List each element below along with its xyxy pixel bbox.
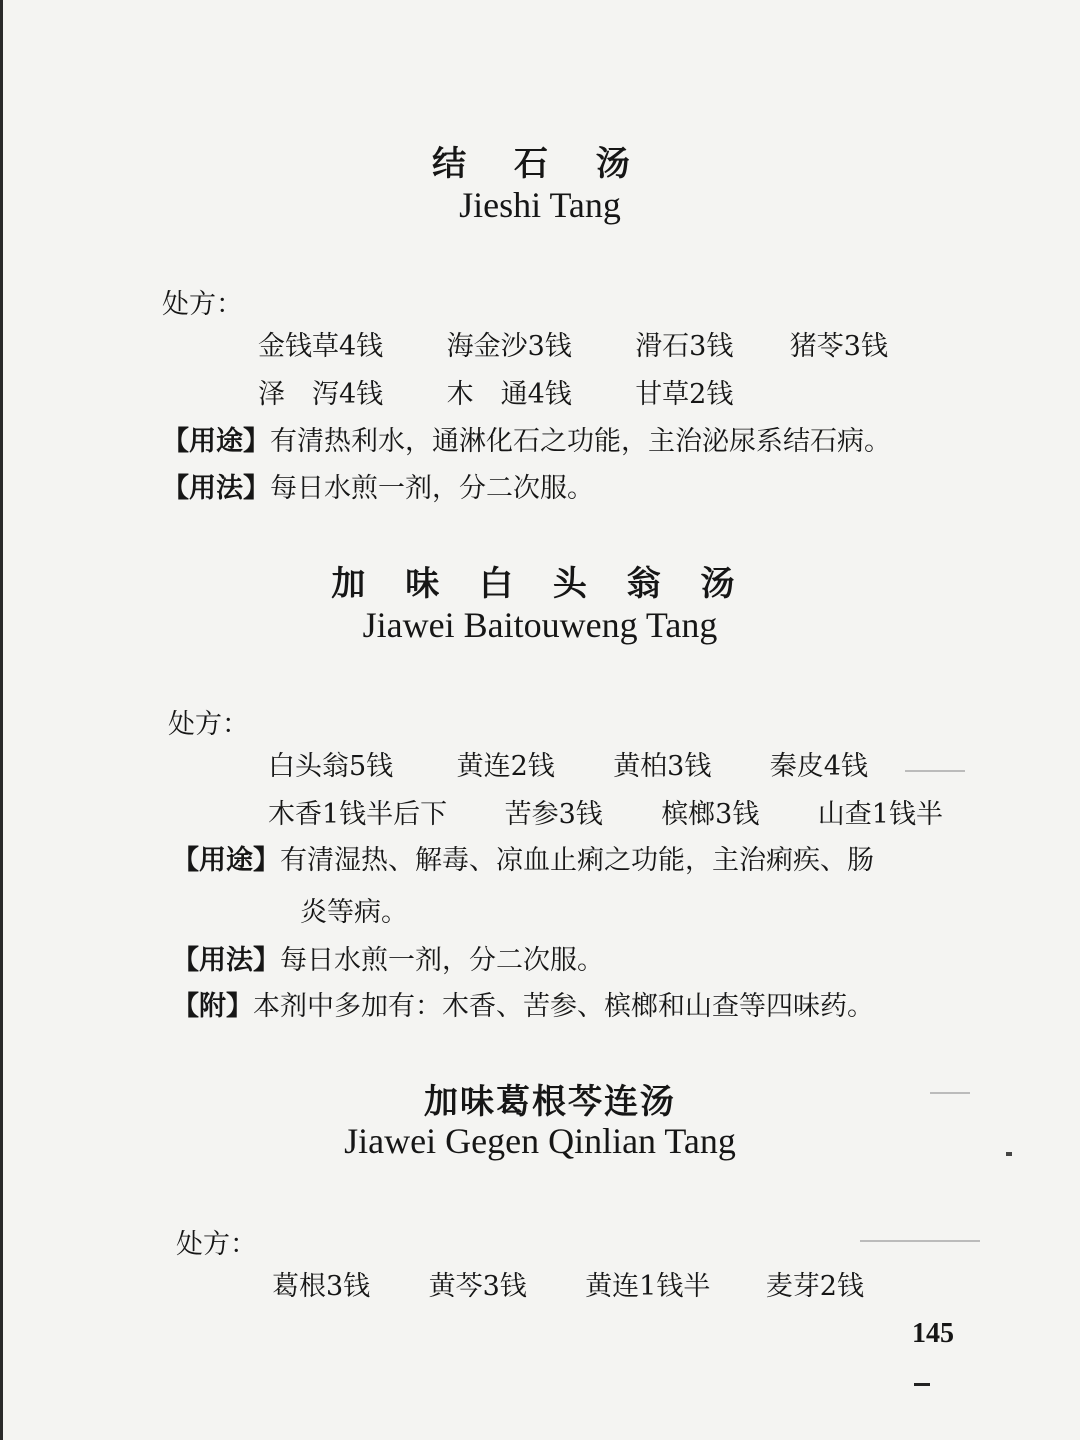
section-2-title-chinese: 加 味 白 头 翁 汤	[331, 564, 749, 604]
section-2-usage	[172, 838, 874, 877]
scan-noise	[905, 770, 965, 772]
method-tag: 【用法】	[172, 945, 280, 976]
section-2-title-pinyin: Jiawei Baitouweng Tang	[362, 605, 718, 645]
section-3-title-chinese: 加味葛根芩连汤	[424, 1082, 676, 1122]
herb-item: 葛根3钱	[272, 1271, 371, 1302]
section-2-herb-row-2	[268, 792, 943, 831]
section-2-note	[172, 984, 874, 1023]
herb-item: 金钱草4钱	[258, 331, 384, 362]
section-1-prescription-label: 处方：	[162, 289, 243, 320]
method-text: 每日水煎一剂，分二次服。	[280, 945, 604, 976]
note-text: 本剂中多加有：木香、苦参、槟榔和山查等四味药。	[253, 991, 874, 1022]
herb-item: 甘草2钱	[635, 379, 734, 410]
section-3-prescription-label: 处方：	[176, 1229, 257, 1260]
page-dash-mark	[914, 1383, 930, 1386]
method-text: 每日水煎一剂，分二次服。	[270, 473, 594, 504]
usage-tag: 【用途】	[172, 845, 280, 876]
herb-item: 木香1钱半后下	[268, 799, 448, 830]
section-1-title-pinyin: Jieshi Tang	[459, 185, 621, 225]
section-1-herb-row-1	[258, 324, 888, 363]
usage-tag: 【用途】	[162, 426, 270, 457]
herb-item: 海金沙3钱	[446, 331, 572, 362]
usage-text: 有清热利水，通淋化石之功能，主治泌尿系结石病。	[270, 426, 891, 457]
section-1-method	[162, 466, 594, 505]
section-1-title-chinese: 结 石 汤	[432, 144, 648, 184]
section-2-method	[172, 938, 604, 977]
scan-noise	[930, 1092, 970, 1094]
method-tag: 【用法】	[162, 473, 270, 504]
usage-text: 有清湿热、解毒、凉血止痢之功能，主治痢疾、肠	[280, 845, 874, 876]
section-1-usage	[162, 419, 891, 458]
herb-item: 槟榔3钱	[661, 799, 760, 830]
herb-item: 滑石3钱	[635, 331, 734, 362]
herb-item: 秦皮4钱	[769, 751, 868, 782]
herb-item: 苦参3钱	[504, 799, 603, 830]
herb-item: 泽 泻4钱	[258, 379, 384, 410]
herb-item: 山查1钱半	[817, 799, 943, 830]
herb-item: 麦芽2钱	[765, 1271, 864, 1302]
section-1-herb-row-2	[258, 372, 733, 411]
section-3-title-pinyin: Jiawei Gegen Qinlian Tang	[344, 1121, 736, 1161]
herb-item: 白头翁5钱	[268, 751, 394, 782]
page-number: 145	[912, 1318, 954, 1349]
scan-noise	[1006, 1152, 1012, 1156]
herb-item: 黄连1钱半	[585, 1271, 711, 1302]
section-2-usage-continued: 炎等病。	[300, 897, 408, 928]
section-2-prescription-label: 处方：	[168, 709, 249, 740]
section-3-herb-row-1	[272, 1264, 864, 1303]
note-tag: 【附】	[172, 991, 253, 1022]
scan-noise	[860, 1240, 980, 1242]
herb-item: 黄芩3钱	[428, 1271, 527, 1302]
herb-item: 木 通4钱	[446, 379, 572, 410]
herb-item: 黄连2钱	[456, 751, 555, 782]
herb-item: 黄柏3钱	[613, 751, 712, 782]
section-2-herb-row-1	[268, 744, 868, 783]
herb-item: 猪苓3钱	[789, 331, 888, 362]
